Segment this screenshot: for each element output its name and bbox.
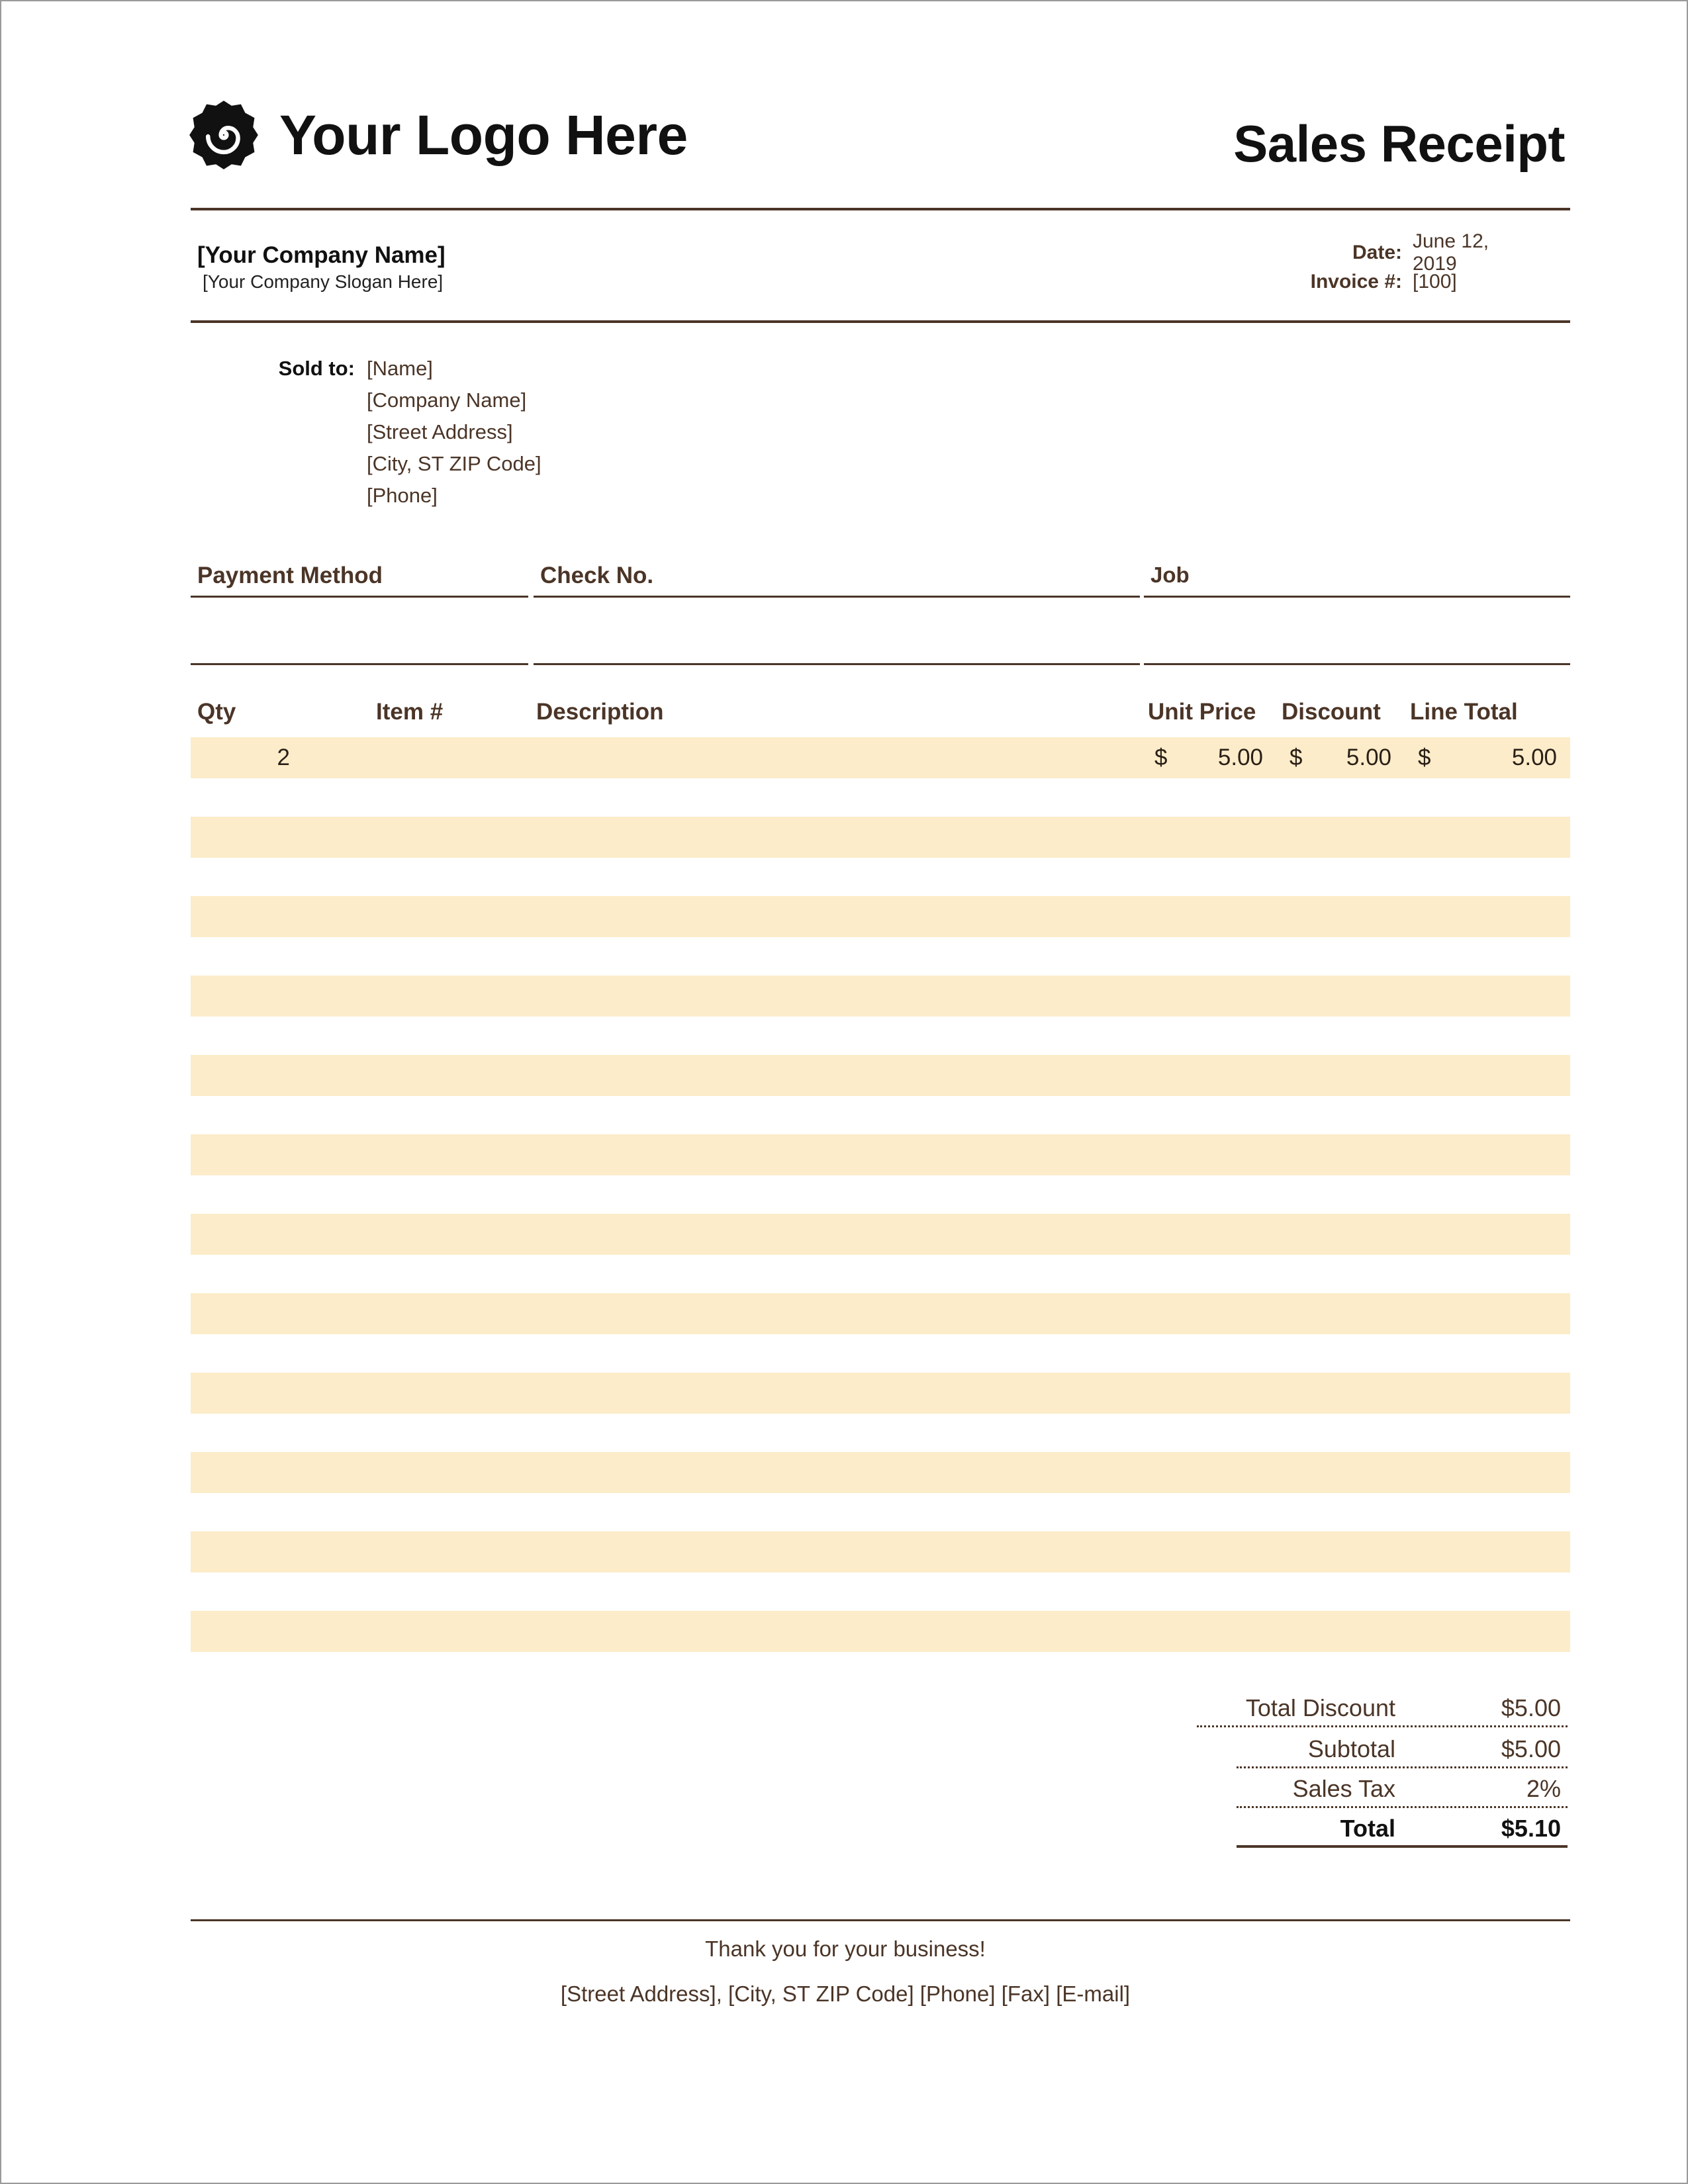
invoice-number-label: Invoice #: <box>1310 271 1402 293</box>
total-discount-value: $5.00 <box>1501 1694 1561 1721</box>
subtotal-value: $5.00 <box>1501 1735 1561 1762</box>
total-discount-label: Total Discount <box>1245 1694 1395 1721</box>
check-number-header-line <box>534 596 1140 598</box>
date-label: Date: <box>1352 242 1402 263</box>
sold-to-company[interactable]: [Company Name] <box>367 388 527 412</box>
row-discount[interactable]: 5.00 <box>1346 745 1391 770</box>
job-header-line <box>1144 596 1570 598</box>
row-line-total: 5.00 <box>1511 745 1557 770</box>
sold-to-street[interactable]: [Street Address] <box>367 420 513 443</box>
row-qty[interactable]: 2 <box>277 745 290 770</box>
check-number-field[interactable] <box>534 663 1140 665</box>
column-header-description: Description <box>536 699 664 725</box>
table-row-band <box>191 1611 1570 1652</box>
sold-to-label: Sold to: <box>278 357 355 380</box>
row-unit-price-currency: $ <box>1154 745 1168 770</box>
table-row-band <box>191 1373 1570 1414</box>
sold-to-block <box>200 355 541 514</box>
table-row-band <box>191 1531 1570 1572</box>
sales-tax-label: Sales Tax <box>1292 1775 1395 1802</box>
sales-tax-value[interactable]: 2% <box>1526 1775 1561 1802</box>
table-row-band <box>191 1452 1570 1493</box>
document-title: Sales Receipt <box>1233 114 1565 173</box>
invoice-meta <box>1230 230 1534 296</box>
table-row-band <box>191 1214 1570 1255</box>
job-field[interactable] <box>1144 663 1570 665</box>
payment-method-header-line <box>191 596 528 598</box>
row-unit-price[interactable]: 5.00 <box>1217 745 1263 770</box>
sold-to-phone[interactable]: [Phone] <box>367 484 438 507</box>
row-item-number[interactable] <box>364 737 523 778</box>
job-label: Job <box>1150 563 1190 587</box>
table-row-band <box>191 976 1570 1017</box>
table-row-band <box>191 817 1570 858</box>
column-header-unit-price: Unit Price <box>1148 699 1256 725</box>
payment-method-label: Payment Method <box>197 563 383 588</box>
table-row-band <box>191 896 1570 937</box>
logo <box>188 97 688 173</box>
date-value[interactable]: June 12, 2019 <box>1413 230 1489 275</box>
total-row <box>1237 1809 1568 1848</box>
row-discount-currency: $ <box>1289 745 1303 770</box>
footer-divider <box>191 1919 1570 1921</box>
company-slogan[interactable]: [Your Company Slogan Here] <box>203 271 444 292</box>
subtotal-label: Subtotal <box>1307 1735 1395 1762</box>
footer-contact: [Street Address], [City, ST ZIP Code] [Phone] [Fax] [E-mail] <box>560 1981 1131 2006</box>
company-name[interactable]: [Your Company Name] <box>197 242 445 268</box>
row-line-total-currency: $ <box>1418 745 1431 770</box>
thank-you-message: Thank you for your business! <box>705 1936 986 1961</box>
table-row-band <box>191 1055 1570 1096</box>
subtotal-row <box>1237 1730 1568 1768</box>
payment-method-field[interactable] <box>191 663 528 665</box>
table-row-band <box>191 1134 1570 1175</box>
sales-tax-row <box>1237 1770 1568 1808</box>
column-header-qty: Qty <box>197 699 236 725</box>
check-number-label: Check No. <box>540 563 654 588</box>
sold-to-city[interactable]: [City, ST ZIP Code] <box>367 452 541 475</box>
sold-to-name[interactable]: [Name] <box>367 357 433 380</box>
column-header-discount: Discount <box>1282 699 1381 725</box>
total-discount-row <box>1197 1689 1568 1727</box>
header-divider <box>191 208 1570 210</box>
column-header-item: Item # <box>376 699 444 725</box>
total-value: $5.10 <box>1501 1815 1561 1842</box>
total-label: Total <box>1340 1815 1395 1842</box>
table-row-band <box>191 1293 1570 1334</box>
logo-text: Your Logo Here <box>279 103 688 166</box>
column-header-line-total: Line Total <box>1410 699 1518 725</box>
logo-badge-icon <box>188 99 259 171</box>
row-description[interactable] <box>536 737 1132 778</box>
invoice-number-value[interactable]: [100] <box>1413 271 1457 293</box>
company-divider <box>191 320 1570 323</box>
